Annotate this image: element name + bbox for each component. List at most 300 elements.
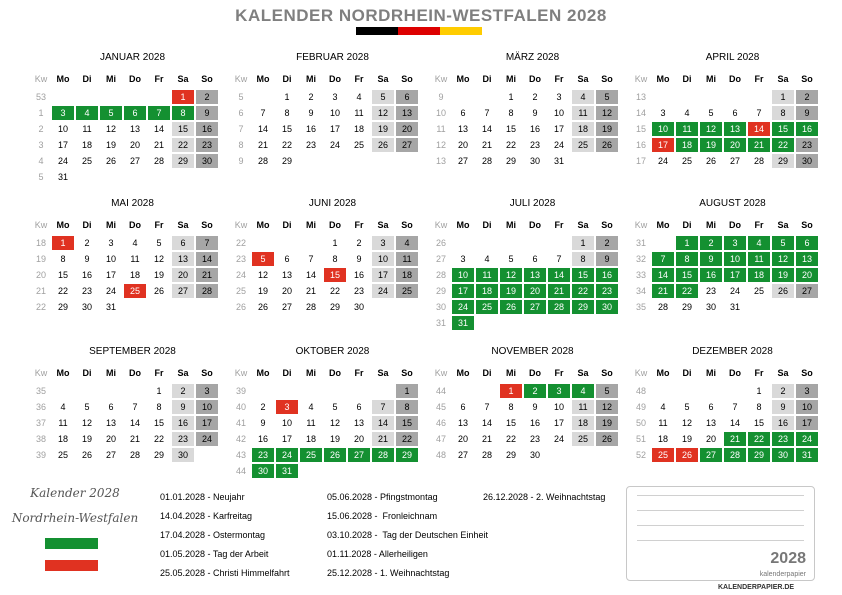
month-block [630, 198, 825, 338]
weekday-header: Mi [506, 74, 516, 84]
day-cell: 11 [476, 268, 498, 282]
day-cell: 26 [153, 286, 164, 296]
day-cell: 19 [153, 270, 164, 280]
day-cell: 12 [772, 252, 794, 266]
day-cell: 17 [329, 124, 340, 134]
day-cell: 20 [396, 122, 418, 136]
day-cell: 2 [260, 402, 266, 412]
day-cell: 29 [57, 302, 68, 312]
holiday-entry: 01.05.2028 - Tag der Arbeit [160, 549, 269, 559]
week-number: 29 [435, 286, 446, 296]
weekday-header: Mi [506, 220, 516, 230]
day-cell: 12 [153, 254, 164, 264]
day-cell: 4 [684, 108, 690, 118]
weekday-header: Kw [634, 74, 648, 84]
weekday-header: Fr [154, 74, 164, 84]
weekday-header: Do [529, 368, 541, 378]
day-cell: 11 [82, 124, 92, 134]
day-cell: 8 [396, 400, 418, 414]
day-cell: 24 [329, 140, 340, 150]
day-cell: 6 [124, 106, 146, 120]
day-cell: 6 [396, 90, 418, 104]
day-cell: 20 [796, 268, 818, 282]
day-cell: 27 [700, 448, 722, 462]
week-number: 20 [35, 270, 46, 280]
day-cell: 31 [553, 156, 564, 166]
day-cell: 20 [724, 138, 746, 152]
day-cell: 24 [657, 156, 668, 166]
day-cell: 15 [753, 418, 764, 428]
weekday-header: Fr [354, 74, 364, 84]
day-cell: 12 [681, 418, 692, 428]
month-title: MAI 2028 [111, 198, 154, 209]
day-cell: 1 [156, 386, 162, 396]
day-cell: 14 [748, 122, 770, 136]
day-cell: 24 [452, 300, 474, 314]
day-cell: 30 [596, 300, 618, 314]
week-number: 19 [35, 254, 46, 264]
day-cell: 19 [772, 268, 794, 282]
day-cell: 23 [529, 140, 540, 150]
week-number: 15 [635, 124, 646, 134]
day-cell: 7 [652, 252, 674, 266]
day-cell: 5 [372, 90, 394, 104]
day-cell: 29 [396, 448, 418, 462]
day-cell: 4 [356, 92, 362, 102]
day-cell: 22 [281, 140, 292, 150]
day-cell: 9 [772, 400, 794, 414]
weekday-header: Do [329, 220, 341, 230]
day-cell: 24 [372, 284, 394, 298]
day-cell: 7 [372, 400, 394, 414]
weekday-header: Do [129, 74, 141, 84]
day-cell: 16 [529, 124, 540, 134]
day-cell: 29 [505, 450, 516, 460]
day-cell: 3 [196, 384, 218, 398]
week-number: 28 [435, 270, 446, 280]
day-cell: 2 [308, 92, 314, 102]
day-cell: 31 [729, 302, 740, 312]
day-cell: 5 [156, 238, 162, 248]
day-cell: 31 [796, 448, 818, 462]
day-cell: 2 [356, 238, 362, 248]
day-cell: 23 [353, 286, 364, 296]
day-cell: 16 [796, 122, 818, 136]
month-title: OKTOBER 2028 [295, 346, 370, 357]
day-cell: 4 [76, 106, 98, 120]
day-cell: 22 [57, 286, 68, 296]
notes-line [637, 495, 804, 496]
day-cell: 6 [532, 254, 538, 264]
day-cell: 10 [57, 124, 68, 134]
weekday-header: So [401, 74, 413, 84]
day-cell: 17 [553, 418, 564, 428]
day-cell: 25 [476, 300, 498, 314]
week-number: 53 [35, 92, 46, 102]
day-cell: 1 [52, 236, 74, 250]
day-cell: 3 [548, 384, 570, 398]
week-number: 38 [35, 434, 46, 444]
day-cell: 28 [481, 450, 492, 460]
day-cell: 15 [324, 268, 346, 282]
week-number: 2 [38, 124, 44, 134]
day-cell: 27 [105, 450, 116, 460]
weekday-header: Fr [154, 220, 164, 230]
day-cell: 18 [572, 416, 594, 430]
day-cell: 25 [753, 286, 764, 296]
day-cell: 3 [372, 236, 394, 250]
day-cell: 21 [481, 434, 492, 444]
day-cell: 21 [305, 286, 316, 296]
weekday-header: Mi [306, 368, 316, 378]
day-cell: 27 [457, 156, 468, 166]
day-cell: 30 [196, 154, 218, 168]
day-cell: 2 [196, 90, 218, 104]
day-cell: 13 [172, 252, 194, 266]
weekday-header: Do [129, 368, 141, 378]
day-cell: 30 [81, 302, 92, 312]
month-title: AUGUST 2028 [699, 198, 766, 209]
week-number: 37 [35, 418, 46, 428]
weekday-header: Kw [234, 220, 248, 230]
weekday-header: Mo [456, 74, 470, 84]
day-cell: 28 [724, 448, 746, 462]
day-cell: 28 [753, 156, 764, 166]
day-cell: 6 [708, 402, 714, 412]
weekday-header: Do [529, 74, 541, 84]
day-cell: 31 [105, 302, 116, 312]
day-cell: 11 [58, 418, 68, 428]
week-number: 18 [35, 238, 46, 248]
week-number: 13 [635, 92, 646, 102]
weekday-header: Sa [577, 368, 589, 378]
weekday-header: Di [682, 220, 692, 230]
day-cell: 26 [324, 448, 346, 462]
week-number: 25 [235, 286, 246, 296]
day-cell: 18 [305, 434, 316, 444]
weekday-header: Di [282, 368, 292, 378]
day-cell: 16 [196, 122, 218, 136]
weekday-header: So [801, 368, 813, 378]
day-cell: 17 [196, 416, 218, 430]
day-cell: 17 [105, 270, 116, 280]
day-cell: 24 [796, 432, 818, 446]
day-cell: 9 [596, 252, 618, 266]
day-cell: 28 [481, 156, 492, 166]
day-cell: 7 [484, 108, 490, 118]
flag-stripe-red [398, 27, 440, 35]
day-cell: 25 [652, 448, 674, 462]
holiday-entry: 26.12.2028 - 2. Weihnachtstag [483, 492, 606, 502]
day-cell: 3 [332, 92, 338, 102]
week-number: 44 [235, 466, 246, 476]
day-cell: 12 [257, 270, 268, 280]
day-cell: 5 [596, 90, 618, 104]
weekday-header: Mi [106, 220, 116, 230]
weekday-header: Kw [34, 74, 48, 84]
day-cell: 10 [105, 254, 116, 264]
weekday-header: Fr [354, 368, 364, 378]
weekday-header: Di [82, 368, 92, 378]
notes-line [637, 525, 804, 526]
nrw-flag-stripe [45, 538, 98, 549]
day-cell: 13 [353, 418, 364, 428]
day-cell: 23 [81, 286, 92, 296]
weekday-header: Di [682, 368, 692, 378]
day-cell: 17 [452, 284, 474, 298]
day-cell: 18 [81, 140, 92, 150]
day-cell: 6 [108, 402, 114, 412]
day-cell: 2 [172, 384, 194, 398]
day-cell: 27 [796, 284, 818, 298]
day-cell: 14 [729, 418, 740, 428]
day-cell: 2 [524, 384, 546, 398]
day-cell: 23 [796, 138, 818, 152]
nrw-flag-stripe [45, 549, 98, 560]
day-cell: 12 [105, 124, 116, 134]
day-cell: 10 [553, 402, 564, 412]
week-number: 33 [635, 270, 646, 280]
weekday-header: Mo [256, 368, 270, 378]
week-number: 44 [435, 386, 446, 396]
day-cell: 4 [748, 236, 770, 250]
day-cell: 3 [108, 238, 114, 248]
notes-line [637, 510, 804, 511]
week-number: 22 [35, 302, 46, 312]
day-cell: 16 [305, 124, 316, 134]
day-cell: 12 [596, 106, 618, 120]
day-cell: 20 [105, 434, 116, 444]
day-cell: 10 [724, 252, 746, 266]
site-link[interactable]: KALENDERPAPIER.DE [718, 584, 795, 591]
month-title: NOVEMBER 2028 [491, 346, 574, 357]
day-cell: 26 [772, 284, 794, 298]
weekday-header: So [601, 368, 613, 378]
day-cell: 26 [705, 156, 716, 166]
day-cell: 1 [756, 386, 762, 396]
weekday-header: Fr [554, 220, 564, 230]
day-cell: 3 [276, 400, 298, 414]
flag-stripe-gold [440, 27, 482, 35]
day-cell: 21 [724, 432, 746, 446]
weekday-header: Sa [577, 220, 589, 230]
month-block [630, 346, 825, 486]
day-cell: 18 [57, 434, 68, 444]
weekday-header: Kw [234, 368, 248, 378]
day-cell: 19 [596, 416, 618, 430]
day-cell: 26 [81, 450, 92, 460]
day-cell: 25 [353, 140, 364, 150]
day-cell: 15 [153, 418, 164, 428]
day-cell: 14 [153, 124, 164, 134]
day-cell: 29 [748, 448, 770, 462]
day-cell: 18 [748, 268, 770, 282]
day-cell: 11 [676, 122, 698, 136]
day-cell: 13 [705, 418, 716, 428]
weekday-header: Do [529, 220, 541, 230]
day-cell: 16 [257, 434, 268, 444]
weekday-header: Do [329, 368, 341, 378]
day-cell: 23 [172, 432, 194, 446]
day-cell: 4 [132, 238, 138, 248]
day-cell: 29 [329, 302, 340, 312]
day-cell: 23 [252, 448, 274, 462]
month-title: MÄRZ 2028 [505, 52, 560, 63]
day-cell: 17 [724, 268, 746, 282]
weekday-header: Mi [506, 368, 516, 378]
day-cell: 12 [500, 268, 522, 282]
day-cell: 28 [257, 156, 268, 166]
month-title: JULI 2028 [509, 198, 556, 209]
day-cell: 22 [172, 138, 194, 152]
week-number: 36 [35, 402, 46, 412]
week-number: 7 [238, 124, 244, 134]
day-cell: 24 [196, 432, 218, 446]
day-cell: 1 [572, 236, 594, 250]
day-cell: 24 [729, 286, 740, 296]
day-cell: 20 [457, 140, 468, 150]
day-cell: 11 [130, 254, 140, 264]
day-cell: 3 [556, 92, 562, 102]
week-number: 41 [235, 418, 246, 428]
day-cell: 17 [372, 268, 394, 282]
day-cell: 18 [396, 268, 418, 282]
day-cell: 25 [81, 156, 92, 166]
day-cell: 6 [460, 108, 466, 118]
day-cell: 8 [172, 106, 194, 120]
day-cell: 16 [772, 416, 794, 430]
week-number: 22 [235, 238, 246, 248]
day-cell: 24 [553, 140, 564, 150]
weekday-header: Mo [656, 368, 670, 378]
week-number: 52 [635, 450, 646, 460]
day-cell: 14 [548, 268, 570, 282]
day-cell: 27 [396, 138, 418, 152]
day-cell: 7 [756, 108, 762, 118]
day-cell: 18 [676, 138, 698, 152]
day-cell: 26 [596, 432, 618, 446]
day-cell: 24 [276, 448, 298, 462]
day-cell: 15 [281, 124, 292, 134]
day-cell: 29 [772, 154, 794, 168]
day-cell: 3 [460, 254, 466, 264]
month-title: SEPTEMBER 2028 [89, 346, 176, 357]
day-cell: 18 [129, 270, 140, 280]
day-cell: 27 [457, 450, 468, 460]
weekday-header: So [601, 220, 613, 230]
weekday-header: Fr [554, 368, 564, 378]
weekday-header: Mo [656, 220, 670, 230]
day-cell: 7 [556, 254, 562, 264]
day-cell: 17 [553, 124, 564, 134]
day-cell: 28 [196, 284, 218, 298]
day-cell: 29 [172, 154, 194, 168]
week-number: 27 [435, 254, 446, 264]
day-cell: 2 [772, 384, 794, 398]
day-cell: 1 [332, 238, 338, 248]
day-cell: 25 [572, 138, 594, 152]
weekday-header: Sa [777, 74, 789, 84]
day-cell: 10 [281, 418, 292, 428]
weekday-header: Di [482, 368, 492, 378]
weekday-header: So [401, 220, 413, 230]
day-cell: 13 [524, 268, 546, 282]
flag-stripe-black [356, 27, 398, 35]
weekday-header: Mo [256, 74, 270, 84]
day-cell: 21 [372, 432, 394, 446]
day-cell: 27 [729, 156, 740, 166]
day-cell: 16 [596, 268, 618, 282]
weekday-header: Di [82, 74, 92, 84]
day-cell: 30 [172, 448, 194, 462]
day-cell: 4 [396, 236, 418, 250]
day-cell: 22 [676, 284, 698, 298]
week-number: 5 [38, 172, 44, 182]
day-cell: 28 [657, 302, 668, 312]
weekday-header: Mi [706, 74, 716, 84]
day-cell: 10 [329, 108, 340, 118]
day-cell: 8 [60, 254, 66, 264]
day-cell: 30 [772, 448, 794, 462]
weekday-header: Kw [634, 368, 648, 378]
day-cell: 8 [676, 252, 698, 266]
day-cell: 25 [124, 284, 146, 298]
week-number: 34 [635, 286, 646, 296]
weekday-header: Mo [656, 74, 670, 84]
weekday-header: Kw [34, 220, 48, 230]
day-cell: 19 [681, 434, 692, 444]
week-number: 10 [435, 108, 446, 118]
day-cell: 14 [481, 124, 492, 134]
day-cell: 24 [57, 156, 68, 166]
day-cell: 18 [353, 124, 364, 134]
day-cell: 23 [705, 286, 716, 296]
day-cell: 9 [356, 254, 362, 264]
day-cell: 27 [281, 302, 292, 312]
day-cell: 14 [196, 252, 218, 266]
week-number: 35 [35, 386, 46, 396]
month-block [230, 198, 425, 338]
day-cell: 6 [356, 402, 362, 412]
day-cell: 17 [796, 416, 818, 430]
day-cell: 2 [796, 90, 818, 104]
weekday-header: Sa [177, 368, 189, 378]
weekday-header: Fr [754, 220, 764, 230]
day-cell: 27 [348, 448, 370, 462]
week-number: 9 [438, 92, 444, 102]
day-cell: 13 [129, 124, 140, 134]
weekday-header: Fr [754, 74, 764, 84]
brand-year: 2028 [770, 550, 806, 567]
month-block [430, 198, 625, 338]
day-cell: 21 [196, 268, 218, 282]
day-cell: 6 [460, 402, 466, 412]
day-cell: 14 [372, 416, 394, 430]
day-cell: 2 [596, 236, 618, 250]
day-cell: 30 [705, 302, 716, 312]
day-cell: 8 [756, 402, 762, 412]
day-cell: 23 [196, 138, 218, 152]
day-cell: 22 [329, 286, 340, 296]
day-cell: 20 [129, 140, 140, 150]
day-cell: 28 [305, 302, 316, 312]
month-block [30, 198, 225, 338]
week-number: 39 [235, 386, 246, 396]
day-cell: 20 [281, 286, 292, 296]
day-cell: 21 [257, 140, 268, 150]
holiday-entry: 01.11.2028 - Allerheiligen [327, 549, 428, 559]
weekday-header: Do [329, 74, 341, 84]
